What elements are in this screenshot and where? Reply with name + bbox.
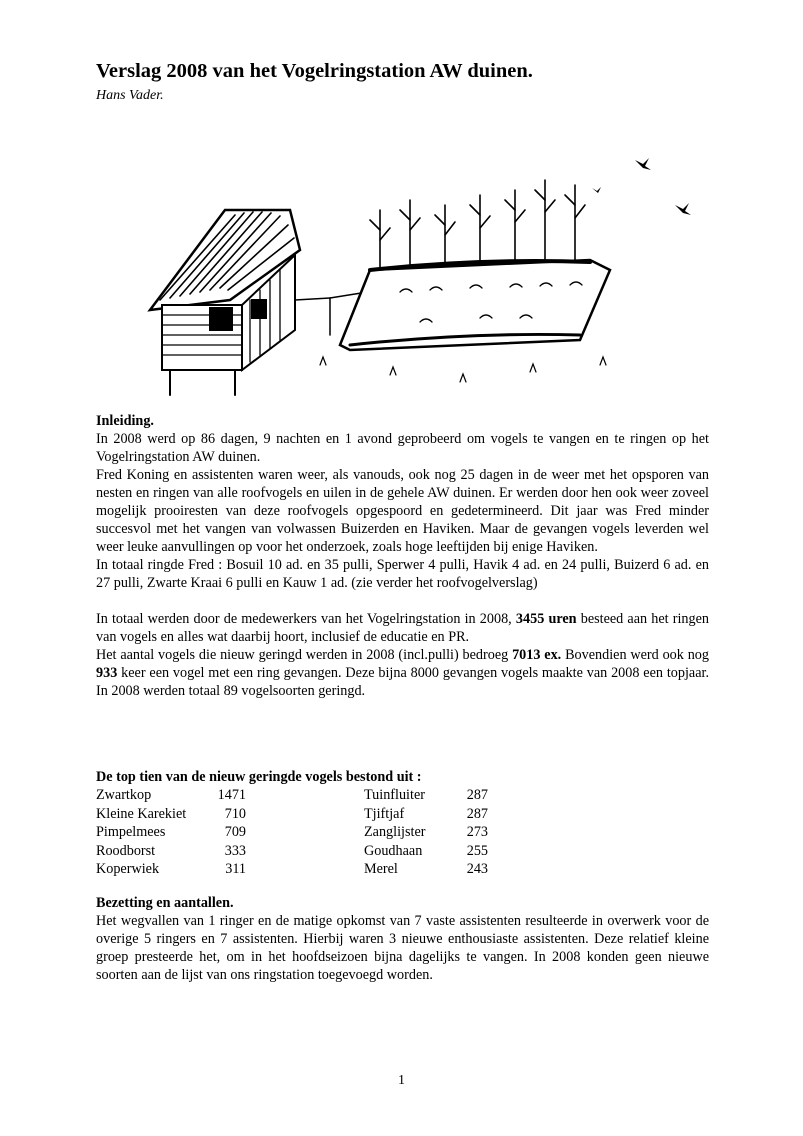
trees-drawing	[370, 180, 585, 270]
net-field-drawing	[340, 260, 610, 350]
ringing-station-illustration	[140, 150, 700, 400]
intro-paragraph-5: Het aantal vogels die nieuw geringd werden in 2008 (incl.pulli) bedroeg 7013 ex. Bovendien werd ook nog 933 keer een vogel met een ring gevangen. Deze bijna 8000 gevangen vogels maakte van 2008 een topjaar. In 2008 werden totaal 89 vogelsoorten geringd.	[96, 647, 709, 699]
intro-section	[96, 412, 709, 700]
top10-heading: De top tien van de nieuw geringde vogels bestond uit :	[96, 769, 422, 785]
intro-paragraph-2: Fred Koning en assistenten waren weer, als vanouds, ook nog 25 dagen in de weer met het opsporen van nesten en ringen van alle roofvogels en uilen in de gehele AW duinen. Er werden door hen ook weer zoveel mogelijk prooiresten van deze roofvogels opgespoord en gedetermineerd. Dit jaar was Fred minder succesvol met het vangen van volwassen Buizerden en Haviken. Maar de gevangen vogels leverden wel weer leuke aanvullingen op voor het onderzoek, zoals hoge leeftijden bij enige Haviken.	[96, 467, 709, 555]
intro-heading: Inleiding.	[96, 413, 154, 429]
hut-drawing	[150, 210, 300, 395]
table-row: Pimpelmees 709 Zanglijster 273	[96, 824, 488, 840]
bezetting-heading: Bezetting en aantallen.	[96, 895, 234, 911]
table-row: Zwartkop 1471 Tuinfluiter 287	[96, 787, 488, 803]
birds-drawing	[592, 158, 691, 215]
table-row: Kleine Karekiet 710 Tjiftjaf 287	[96, 805, 488, 822]
intro-paragraph-3: In totaal ringde Fred : Bosuil 10 ad. en 35 pulli, Sperwer 4 pulli, Havik 4 ad. en 24 pulli, Buizerd 6 ad. en 27 pulli, Zwarte Kraai 6 pulli en Kauw 1 ad. (zie verder het roofvogelverslag)	[96, 557, 709, 591]
author-name: Hans Vader.	[96, 88, 164, 103]
page-number: 1	[398, 1073, 405, 1088]
hours-value: 3455 uren	[515, 611, 577, 627]
bezetting-section	[96, 894, 709, 984]
recapture-count: 933	[96, 665, 118, 681]
bezetting-paragraph: Het wegvallen van 1 ringer en de matige opkomst van 7 vaste assistenten resulteerde in overwerk voor de overige 5 ringers en 7 assistenten. Hierbij waren 3 nieuwe enthousiaste assistenten. Deze relatief kleine groep presteerde het, om in het hoofdseizoen bijna dagelijks te vangen. In 2008 konden geen nieuwe soorten aan de lijst van ons ringstation toegevoegd worden.	[96, 913, 709, 983]
table-row: Roodborst 333 Goudhaan 255	[96, 842, 488, 859]
table-row: Koperwiek 311 Merel 243	[96, 861, 488, 877]
document-title: Verslag 2008 van het Vogelringstation AW duinen.	[96, 60, 533, 82]
intro-paragraph-1: In 2008 werd op 86 dagen, 9 nachten en 1 avond geprobeerd om vogels te vangen en te ringen op het Vogelringstation AW duinen.	[96, 431, 709, 465]
ringed-count: 7013 ex.	[512, 647, 562, 663]
top10-table	[96, 786, 516, 879]
intro-paragraph-4: In totaal werden door de medewerkers van het Vogelringstation in 2008, 3455 uren besteed aan het ringen van vogels en alles wat daarbij hoort, inclusief de educatie en PR.	[96, 611, 710, 645]
